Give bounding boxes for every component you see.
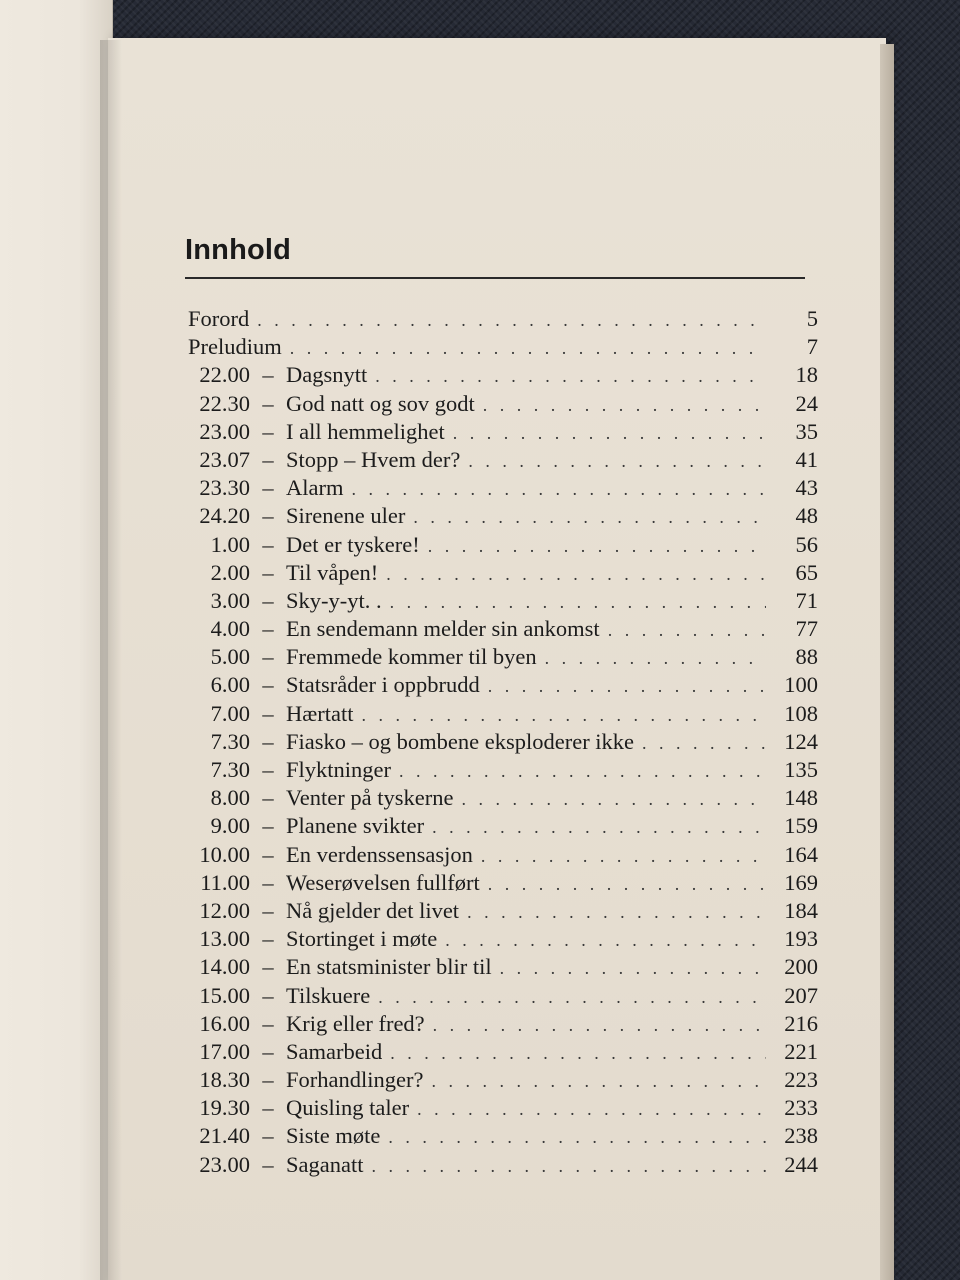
dot-leader xyxy=(467,902,766,923)
toc-entry xyxy=(188,419,818,447)
dot-leader xyxy=(608,620,766,641)
entry-page-number: 65 xyxy=(795,559,818,585)
dot-leader xyxy=(351,479,766,500)
toc-entry xyxy=(188,560,818,588)
entry-time: 23.00 xyxy=(199,418,250,444)
entry-page-number: 18 xyxy=(795,362,818,388)
entry-time: 13.00 xyxy=(199,926,250,952)
dot-leader xyxy=(545,648,766,669)
entry-time: 16.00 xyxy=(199,1010,250,1036)
entry-title: Fremmede kommer til byen xyxy=(286,644,537,670)
entry-title: Det er tyskere! xyxy=(286,531,420,557)
dot-leader xyxy=(399,761,766,782)
entry-page-number: 135 xyxy=(784,757,818,782)
entry-title: Saganatt xyxy=(286,1151,364,1177)
entry-dash: – xyxy=(262,1095,274,1121)
entry-page-number: 164 xyxy=(784,841,818,867)
entry-page-number: 238 xyxy=(784,1123,818,1149)
entry-title: Sirenene uler xyxy=(286,503,406,529)
entry-title: Flyktninger xyxy=(286,757,391,782)
toc-entry xyxy=(188,672,818,700)
dot-leader xyxy=(468,451,766,472)
entry-dash: – xyxy=(262,644,274,670)
entry-dash: – xyxy=(262,503,274,529)
entry-title: En sendemann melder sin ankomst xyxy=(286,616,600,642)
entry-time: 21.40 xyxy=(199,1123,250,1149)
entry-time: 7.00 xyxy=(210,700,250,726)
entry-page-number: 48 xyxy=(795,503,818,529)
toc-entry xyxy=(188,475,818,503)
toc-entry xyxy=(188,1039,818,1067)
entry-title: Venter på tyskerne xyxy=(286,785,454,811)
entry-dash: – xyxy=(262,700,274,726)
toc-entry xyxy=(188,813,818,841)
entry-dash: – xyxy=(262,446,274,472)
dot-leader xyxy=(483,395,766,416)
entry-dash: – xyxy=(262,362,274,388)
entry-time: 6.00 xyxy=(210,672,250,698)
entry-page-number: 5 xyxy=(806,306,818,331)
table-of-contents xyxy=(188,306,818,1180)
heading-rule xyxy=(185,277,805,279)
entry-title: Tilskuere xyxy=(286,982,371,1008)
entry-time: 2.00 xyxy=(210,559,250,585)
entry-title: Siste møte xyxy=(286,1123,381,1149)
entry-time: 14.00 xyxy=(199,954,250,980)
entry-dash: – xyxy=(262,1151,274,1177)
toc-entry xyxy=(188,954,818,982)
entry-title: Alarm xyxy=(286,475,344,501)
entry-dash: – xyxy=(262,813,274,839)
toc-entry xyxy=(188,1095,818,1123)
entry-dash: – xyxy=(262,728,274,754)
entry-page-number: 7 xyxy=(806,334,818,360)
page-title: Innhold xyxy=(185,234,292,266)
toc-entry xyxy=(188,870,818,898)
dot-leader xyxy=(257,310,766,331)
entry-page-number: 148 xyxy=(784,785,818,811)
dot-leader xyxy=(433,1015,766,1036)
toc-entry xyxy=(188,1123,818,1151)
dot-leader xyxy=(642,733,766,754)
entry-time: 17.00 xyxy=(199,1038,250,1064)
entry-title: Forhandlinger? xyxy=(286,1067,424,1093)
entry-page-number: 207 xyxy=(784,982,818,1008)
entry-dash: – xyxy=(262,841,274,867)
toc-entry xyxy=(188,842,818,870)
entry-page-number: 159 xyxy=(784,813,818,839)
dot-leader xyxy=(488,676,766,697)
entry-time: 24.20 xyxy=(199,503,250,529)
entry-title: Forord xyxy=(188,306,250,331)
entry-time: 1.00 xyxy=(210,531,250,557)
dot-leader xyxy=(428,536,766,557)
toc-entry xyxy=(188,701,818,729)
entry-dash: – xyxy=(262,616,274,642)
dot-leader xyxy=(445,930,766,951)
book-gutter xyxy=(100,40,122,1280)
entry-title: Til våpen! xyxy=(286,559,379,585)
entry-title: Preludium xyxy=(188,334,282,360)
dot-leader xyxy=(371,1156,766,1177)
entry-title: I all hemmelighet xyxy=(286,418,445,444)
entry-page-number: 35 xyxy=(795,418,818,444)
entry-title: Dagsnytt xyxy=(286,362,368,388)
entry-dash: – xyxy=(262,587,274,613)
entry-time: 9.00 xyxy=(210,813,250,839)
entry-time: 7.30 xyxy=(210,728,250,754)
entry-time: 11.00 xyxy=(200,869,250,895)
entry-page-number: 221 xyxy=(784,1038,818,1064)
toc-entry xyxy=(188,729,818,757)
toc-entry xyxy=(188,785,818,813)
entry-time: 4.00 xyxy=(210,616,250,642)
entry-title: Hærtatt xyxy=(286,700,354,726)
page-edge xyxy=(880,44,894,1280)
entry-dash: – xyxy=(262,1123,274,1149)
toc-entry xyxy=(188,306,818,334)
entry-time: 5.00 xyxy=(210,644,250,670)
entry-dash: – xyxy=(262,418,274,444)
entry-dash: – xyxy=(262,559,274,585)
entry-page-number: 233 xyxy=(784,1095,818,1121)
entry-time: 7.30 xyxy=(210,757,250,782)
dot-leader xyxy=(461,789,766,810)
entry-time: 3.00 xyxy=(210,587,250,613)
entry-dash: – xyxy=(262,1038,274,1064)
entry-page-number: 108 xyxy=(784,700,818,726)
entry-title: En verdenssensasjon xyxy=(286,841,473,867)
entry-time: 15.00 xyxy=(199,982,250,1008)
entry-dash: – xyxy=(262,869,274,895)
entry-title: Stortinget i møte xyxy=(286,926,438,952)
entry-time: 23.07 xyxy=(199,446,250,472)
entry-time: 18.30 xyxy=(199,1067,250,1093)
entry-time: 23.30 xyxy=(199,475,250,501)
entry-title: Planene svikter xyxy=(286,813,425,839)
entry-title: Weserøvelsen fullført xyxy=(286,869,480,895)
dot-leader xyxy=(375,366,766,387)
entry-time: 12.00 xyxy=(199,897,250,923)
entry-title: Nå gjelder det livet xyxy=(286,897,460,923)
dot-leader xyxy=(386,564,766,585)
entry-time: 8.00 xyxy=(210,785,250,811)
entry-page-number: 43 xyxy=(795,475,818,501)
entry-page-number: 244 xyxy=(784,1151,818,1177)
dot-leader xyxy=(290,338,766,359)
entry-title: Stopp – Hvem der? xyxy=(286,446,461,472)
entry-page-number: 24 xyxy=(795,390,818,416)
entry-dash: – xyxy=(262,785,274,811)
entry-page-number: 71 xyxy=(795,587,818,613)
entry-title: Statsråder i oppbrudd xyxy=(286,672,480,698)
entry-page-number: 184 xyxy=(784,897,818,923)
entry-dash: – xyxy=(262,897,274,923)
entry-dash: – xyxy=(262,926,274,952)
entry-time: 22.30 xyxy=(199,390,250,416)
entry-time: 23.00 xyxy=(199,1151,250,1177)
dot-leader xyxy=(413,507,766,528)
entry-page-number: 56 xyxy=(795,531,818,557)
dot-leader xyxy=(417,1099,766,1120)
dot-leader xyxy=(388,1127,766,1148)
dot-leader xyxy=(500,958,766,979)
toc-entry xyxy=(188,588,818,616)
entry-page-number: 223 xyxy=(784,1067,818,1093)
entry-time: 19.30 xyxy=(199,1095,250,1121)
entry-dash: – xyxy=(262,390,274,416)
entry-page-number: 88 xyxy=(795,644,818,670)
entry-page-number: 77 xyxy=(795,616,818,642)
dot-leader xyxy=(390,592,766,613)
dot-leader xyxy=(362,705,767,726)
entry-title: Sky-y-yt. . xyxy=(286,587,382,613)
entry-title: Samarbeid xyxy=(286,1038,383,1064)
entry-title: En statsminister blir til xyxy=(286,954,492,980)
dot-leader xyxy=(488,874,766,895)
toc-entry xyxy=(188,532,818,560)
dot-leader xyxy=(432,817,766,838)
entry-dash: – xyxy=(262,982,274,1008)
toc-entry xyxy=(188,503,818,531)
entry-dash: – xyxy=(262,1010,274,1036)
dot-leader xyxy=(431,1071,766,1092)
toc-entry xyxy=(188,447,818,475)
entry-title: Fiasko – og bombene eksploderer ikke xyxy=(286,728,635,754)
entry-dash: – xyxy=(262,1067,274,1093)
entry-dash: – xyxy=(262,672,274,698)
entry-page-number: 124 xyxy=(784,728,818,754)
toc-entry xyxy=(188,644,818,672)
toc-entry xyxy=(188,1152,818,1180)
entry-dash: – xyxy=(262,531,274,557)
toc-entry xyxy=(188,757,818,785)
entry-time: 10.00 xyxy=(199,841,250,867)
entry-title: Krig eller fred? xyxy=(286,1010,425,1036)
entry-page-number: 41 xyxy=(795,446,818,472)
toc-entry xyxy=(188,926,818,954)
left-page xyxy=(0,0,113,1280)
entry-page-number: 100 xyxy=(784,672,818,698)
dot-leader xyxy=(453,423,766,444)
entry-page-number: 193 xyxy=(784,926,818,952)
dot-leader xyxy=(378,987,766,1008)
dot-leader xyxy=(481,846,766,867)
toc-entry xyxy=(188,334,818,362)
dot-leader xyxy=(390,1043,766,1064)
toc-entry xyxy=(188,898,818,926)
entry-dash: – xyxy=(262,757,274,782)
entry-title: God natt og sov godt xyxy=(286,390,475,416)
toc-entry xyxy=(188,391,818,419)
entry-time: 22.00 xyxy=(199,362,250,388)
entry-page-number: 216 xyxy=(784,1010,818,1036)
entry-dash: – xyxy=(262,954,274,980)
toc-entry xyxy=(188,616,818,644)
toc-entry xyxy=(188,1067,818,1095)
entry-title: Quisling taler xyxy=(286,1095,410,1121)
toc-entry xyxy=(188,362,818,390)
entry-page-number: 200 xyxy=(784,954,818,980)
entry-dash: – xyxy=(262,475,274,501)
toc-entry xyxy=(188,983,818,1011)
entry-page-number: 169 xyxy=(784,869,818,895)
toc-entry xyxy=(188,1011,818,1039)
